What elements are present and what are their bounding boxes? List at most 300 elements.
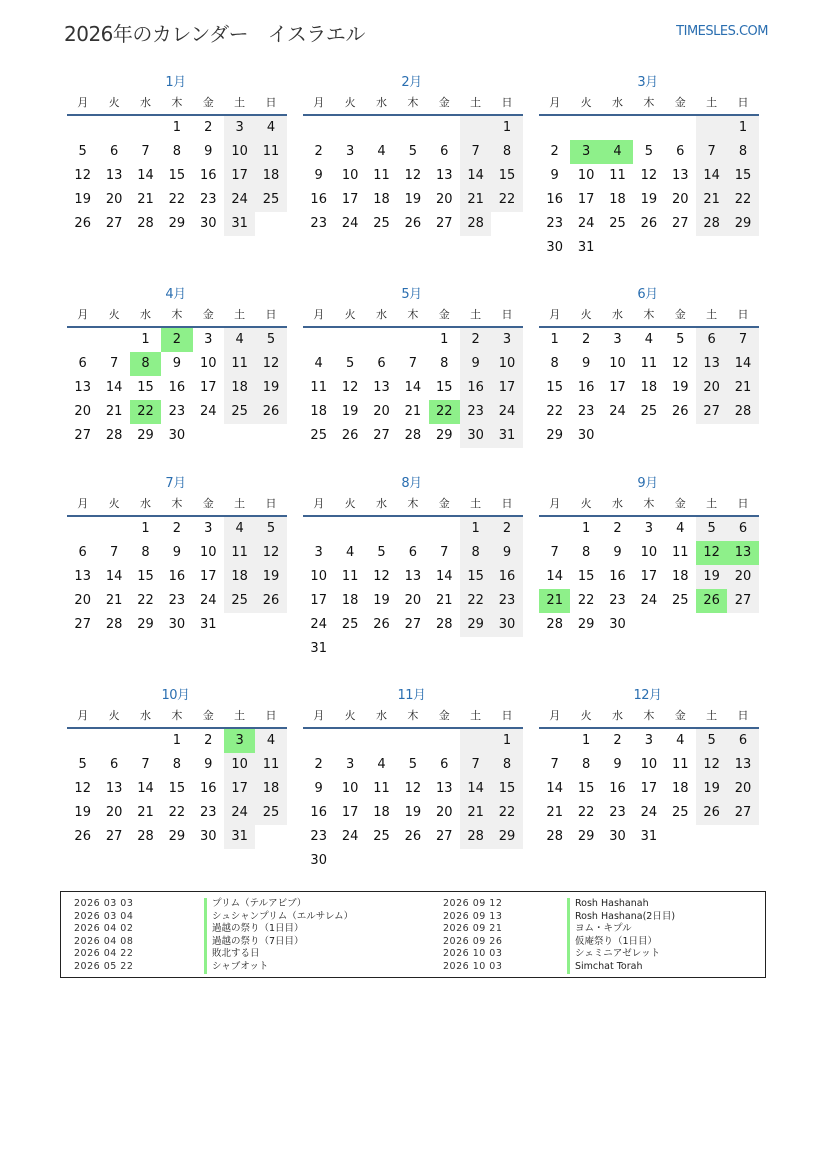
day-cell: 27: [435, 216, 453, 231]
day-cell: 28: [546, 617, 563, 632]
days-grid: [303, 729, 523, 873]
day-cell: 14: [137, 168, 154, 183]
day-cell: 14: [546, 569, 563, 584]
day-cell: 13: [727, 541, 758, 565]
day-cell: 13: [404, 569, 422, 584]
day-cell: 2: [204, 120, 213, 135]
empty-cell: [98, 328, 129, 352]
month-block: [64, 286, 287, 448]
day-cell: 10: [491, 352, 522, 376]
day-cell: 6: [440, 757, 449, 772]
day-cell: 25: [373, 216, 390, 231]
weekday-header: [303, 493, 523, 517]
empty-cell: [696, 424, 727, 448]
day-cell: 27: [696, 400, 727, 424]
day-cell: 20: [727, 777, 758, 801]
holiday-date: 2026 10 03: [443, 948, 503, 960]
weekday-label: 日: [737, 96, 749, 109]
day-cell: 21: [105, 404, 123, 419]
weekday-label: 木: [643, 709, 655, 722]
day-cell: 8: [581, 757, 591, 772]
weekday-label: 日: [501, 497, 513, 510]
day-cell: 26: [373, 617, 390, 632]
day-cell: 15: [137, 569, 154, 584]
day-cell: 14: [696, 164, 727, 188]
day-cell: 10: [199, 545, 217, 560]
day-cell: 28: [546, 829, 563, 844]
day-cell: 8: [727, 140, 758, 164]
empty-cell: [633, 116, 664, 140]
day-cell: 27: [105, 829, 123, 844]
empty-cell: [366, 116, 397, 140]
day-cell: 28: [435, 617, 453, 632]
empty-cell: [98, 116, 129, 140]
day-cell: 27: [727, 801, 758, 825]
day-cell: 5: [255, 517, 286, 541]
holiday-date: 2026 10 03: [443, 960, 503, 972]
month-block: [536, 475, 759, 637]
holiday-list: [60, 891, 766, 978]
day-cell: 30: [491, 613, 522, 637]
day-cell: 23: [310, 216, 327, 231]
empty-cell: [727, 424, 758, 448]
day-cell: 29: [168, 216, 186, 231]
weekday-label: 月: [313, 497, 325, 510]
holiday-name: Rosh Hashana(2日目): [567, 911, 675, 924]
day-cell: 20: [74, 404, 91, 419]
weekday-label: 金: [202, 308, 214, 321]
day-cell: 12: [373, 569, 390, 584]
holiday-date: 2026 09 13: [443, 910, 503, 922]
holiday-date: 2026 04 22: [74, 948, 134, 960]
day-cell: 2: [613, 521, 622, 536]
day-cell: 30: [577, 428, 595, 443]
day-cell: 14: [105, 380, 123, 395]
day-cell: 23: [460, 400, 491, 424]
day-cell: 3: [204, 332, 213, 347]
day-cell: 27: [74, 617, 91, 632]
weekday-label: 木: [407, 308, 419, 321]
day-cell: 20: [435, 805, 453, 820]
day-cell: 3: [224, 116, 255, 140]
day-cell: 31: [491, 424, 522, 448]
day-cell: 6: [440, 144, 449, 159]
day-cell: 14: [137, 781, 154, 796]
day-cell: 7: [141, 757, 150, 772]
empty-cell: [67, 517, 98, 541]
day-cell: 2: [161, 328, 192, 352]
weekday-header: [67, 304, 287, 328]
month-block: [300, 475, 523, 661]
day-cell: 31: [224, 825, 255, 849]
day-cell: 22: [491, 188, 522, 212]
day-cell: 28: [696, 212, 727, 236]
holiday-dates-right: [443, 898, 502, 974]
day-cell: 8: [491, 140, 522, 164]
month-block: [300, 74, 523, 236]
day-cell: 1: [491, 729, 522, 753]
empty-cell: [366, 729, 397, 753]
empty-cell: [334, 517, 365, 541]
month-block: [64, 687, 287, 849]
day-cell: 26: [255, 400, 286, 424]
empty-cell: [491, 212, 522, 236]
empty-cell: [665, 424, 696, 448]
empty-cell: [696, 613, 727, 637]
weekday-label: 月: [549, 96, 561, 109]
empty-cell: [602, 236, 633, 260]
weekday-header: [67, 493, 287, 517]
day-cell: 20: [671, 192, 689, 207]
day-cell: 13: [373, 380, 390, 395]
day-cell: 6: [109, 757, 119, 772]
day-cell: 2: [581, 332, 591, 347]
empty-cell: [491, 849, 522, 873]
day-cell: 10: [224, 753, 255, 777]
empty-cell: [665, 613, 696, 637]
day-cell: 24: [609, 404, 626, 419]
weekday-label: 月: [549, 709, 561, 722]
day-cell: 4: [377, 144, 386, 159]
weekday-label: 金: [674, 96, 686, 109]
days-grid: [67, 517, 287, 637]
empty-cell: [366, 328, 397, 352]
day-cell: 16: [168, 569, 186, 584]
day-cell: 15: [577, 781, 595, 796]
month-title: 12月: [633, 688, 662, 703]
day-cell: 27: [727, 589, 758, 613]
day-cell: 5: [676, 332, 685, 347]
day-cell: 25: [255, 188, 286, 212]
day-cell: 22: [168, 192, 186, 207]
day-cell: 16: [199, 168, 217, 183]
day-cell: 5: [408, 757, 417, 772]
month-block: [300, 286, 523, 448]
day-cell: 31: [310, 641, 327, 656]
day-cell: 8: [141, 545, 150, 560]
weekday-header: [539, 92, 759, 116]
day-cell: 12: [74, 781, 91, 796]
empty-cell: [460, 116, 491, 140]
weekday-label: 金: [674, 709, 686, 722]
day-cell: 12: [341, 380, 359, 395]
weekday-header: [303, 92, 523, 116]
day-cell: 5: [408, 144, 417, 159]
month-title: 11月: [397, 688, 426, 703]
day-cell: 9: [314, 168, 323, 183]
holiday-names-right: [567, 898, 675, 974]
day-cell: 25: [609, 216, 626, 231]
day-cell: 20: [435, 192, 453, 207]
empty-cell: [303, 328, 334, 352]
holiday-name: 仮庵祭り（1日目）: [567, 936, 675, 949]
day-cell: 29: [137, 617, 154, 632]
day-cell: 1: [491, 116, 522, 140]
day-cell: 11: [671, 545, 689, 560]
month-title: 9月: [637, 476, 658, 491]
day-cell: 4: [255, 116, 286, 140]
day-cell: 29: [137, 428, 154, 443]
day-cell: 14: [105, 569, 123, 584]
holiday-name: 敗北する日: [204, 948, 353, 961]
holiday-date: 2026 04 08: [74, 935, 134, 947]
month-block: [300, 687, 523, 873]
empty-cell: [602, 116, 633, 140]
day-cell: 23: [577, 404, 595, 419]
day-cell: 6: [78, 356, 87, 371]
weekday-label: 金: [202, 497, 214, 510]
day-cell: 19: [373, 593, 390, 608]
holiday-dates-left: [74, 898, 133, 974]
day-cell: 7: [408, 356, 417, 371]
weekday-label: 土: [234, 497, 246, 510]
weekday-label: 土: [470, 709, 482, 722]
day-cell: 12: [696, 541, 727, 565]
empty-cell: [665, 825, 696, 849]
day-cell: 5: [696, 517, 727, 541]
holiday-date: 2026 09 26: [443, 935, 503, 947]
weekday-header: [539, 493, 759, 517]
empty-cell: [665, 236, 696, 260]
empty-cell: [98, 517, 129, 541]
day-cell: 18: [224, 376, 255, 400]
weekday-label: 土: [234, 709, 246, 722]
day-cell: 17: [640, 569, 658, 584]
weekday-label: 水: [375, 709, 387, 722]
empty-cell: [255, 825, 286, 849]
empty-cell: [460, 637, 491, 661]
days-grid: [67, 729, 287, 849]
day-cell: 18: [373, 192, 390, 207]
day-cell: 19: [341, 404, 359, 419]
weekday-label: 水: [139, 308, 151, 321]
holiday-date: 2026 03 04: [74, 910, 134, 922]
weekday-label: 日: [265, 308, 277, 321]
day-cell: 3: [644, 733, 653, 748]
day-cell: 9: [204, 144, 213, 159]
day-cell: 21: [546, 805, 563, 820]
weekday-label: 水: [139, 497, 151, 510]
day-cell: 12: [696, 753, 727, 777]
day-cell: 22: [130, 400, 161, 424]
day-cell: 21: [460, 801, 491, 825]
day-cell: 11: [255, 140, 286, 164]
weekday-label: 日: [501, 308, 513, 321]
days-grid: [539, 729, 759, 849]
day-cell: 27: [404, 617, 422, 632]
weekday-label: 金: [438, 96, 450, 109]
day-cell: 22: [460, 589, 491, 613]
day-cell: 12: [255, 541, 286, 565]
day-cell: 8: [460, 541, 491, 565]
day-cell: 4: [224, 328, 255, 352]
day-cell: 18: [609, 192, 626, 207]
empty-cell: [539, 116, 570, 140]
days-grid: [539, 517, 759, 637]
empty-cell: [98, 729, 129, 753]
day-cell: 30: [168, 428, 186, 443]
day-cell: 17: [491, 376, 522, 400]
day-cell: 10: [341, 168, 359, 183]
weekday-label: 月: [549, 497, 561, 510]
day-cell: 21: [727, 376, 758, 400]
empty-cell: [727, 825, 758, 849]
day-cell: 8: [130, 352, 161, 376]
day-cell: 9: [491, 541, 522, 565]
day-cell: 10: [577, 168, 595, 183]
day-cell: 1: [550, 332, 559, 347]
day-cell: 4: [377, 757, 386, 772]
weekday-label: 水: [611, 497, 623, 510]
day-cell: 21: [137, 805, 154, 820]
day-cell: 31: [577, 240, 595, 255]
weekday-label: 金: [674, 308, 686, 321]
day-cell: 18: [310, 404, 327, 419]
day-cell: 30: [609, 617, 626, 632]
weekday-label: 水: [611, 308, 623, 321]
day-cell: 19: [696, 777, 727, 801]
day-cell: 11: [609, 168, 626, 183]
day-cell: 15: [546, 380, 563, 395]
day-cell: 14: [727, 352, 758, 376]
day-cell: 8: [581, 545, 591, 560]
empty-cell: [334, 116, 365, 140]
empty-cell: [696, 116, 727, 140]
empty-cell: [429, 116, 460, 140]
day-cell: 29: [491, 825, 522, 849]
day-cell: 3: [613, 332, 622, 347]
weekday-label: 日: [265, 497, 277, 510]
empty-cell: [633, 613, 664, 637]
weekday-label: 土: [470, 96, 482, 109]
day-cell: 20: [373, 404, 390, 419]
holiday-name: プリム（テルアビブ）: [204, 898, 353, 911]
holiday-name: 過越の祭り（1日目）: [204, 923, 353, 936]
empty-cell: [130, 729, 161, 753]
day-cell: 5: [696, 729, 727, 753]
weekday-label: 土: [706, 709, 718, 722]
weekday-label: 日: [265, 96, 277, 109]
day-cell: 10: [609, 356, 626, 371]
day-cell: 20: [696, 376, 727, 400]
day-cell: 1: [581, 733, 591, 748]
weekday-label: 火: [108, 497, 120, 510]
day-cell: 2: [314, 144, 323, 159]
month-title: 2月: [401, 75, 422, 90]
day-cell: 23: [609, 593, 626, 608]
empty-cell: [397, 328, 428, 352]
empty-cell: [366, 849, 397, 873]
day-cell: 22: [546, 404, 563, 419]
day-cell: 2: [460, 328, 491, 352]
weekday-label: 月: [313, 308, 325, 321]
day-cell: 16: [460, 376, 491, 400]
day-cell: 15: [727, 164, 758, 188]
day-cell: 15: [491, 164, 522, 188]
day-cell: 24: [199, 404, 217, 419]
holiday-date: 2026 09 21: [443, 923, 503, 935]
day-cell: 12: [640, 168, 658, 183]
day-cell: 11: [373, 168, 390, 183]
day-cell: 4: [314, 356, 323, 371]
weekday-label: 火: [580, 308, 592, 321]
day-cell: 1: [581, 521, 591, 536]
weekday-label: 火: [580, 497, 592, 510]
day-cell: 27: [671, 216, 689, 231]
day-cell: 8: [550, 356, 559, 371]
holiday-date: 2026 04 02: [74, 923, 134, 935]
day-cell: 27: [373, 428, 390, 443]
weekday-label: 月: [77, 96, 89, 109]
day-cell: 18: [671, 781, 689, 796]
weekday-label: 月: [77, 308, 89, 321]
weekday-label: 月: [77, 497, 89, 510]
day-cell: 23: [609, 805, 626, 820]
day-cell: 11: [640, 356, 658, 371]
weekday-label: 火: [344, 96, 356, 109]
day-cell: 10: [224, 140, 255, 164]
day-cell: 14: [460, 164, 491, 188]
weekday-label: 火: [580, 96, 592, 109]
day-cell: 9: [550, 168, 559, 183]
day-cell: 19: [255, 565, 286, 589]
weekday-label: 木: [407, 709, 419, 722]
day-cell: 1: [172, 120, 181, 135]
day-cell: 6: [676, 144, 685, 159]
day-cell: 17: [341, 805, 359, 820]
weekday-label: 木: [407, 497, 419, 510]
day-cell: 20: [74, 593, 91, 608]
empty-cell: [303, 517, 334, 541]
day-cell: 2: [204, 733, 213, 748]
holiday-name: シュシャンプリム（エルサレム）: [204, 911, 353, 924]
days-grid: [303, 517, 523, 661]
weekday-label: 日: [501, 709, 513, 722]
day-cell: 24: [491, 400, 522, 424]
weekday-label: 水: [375, 308, 387, 321]
day-cell: 26: [404, 829, 422, 844]
weekday-label: 土: [234, 96, 246, 109]
day-cell: 13: [727, 753, 758, 777]
day-cell: 26: [696, 589, 727, 613]
day-cell: 26: [341, 428, 359, 443]
day-cell: 18: [373, 805, 390, 820]
day-cell: 9: [613, 545, 622, 560]
day-cell: 29: [168, 829, 186, 844]
day-cell: 11: [310, 380, 327, 395]
empty-cell: [67, 116, 98, 140]
day-cell: 13: [105, 168, 123, 183]
weekday-label: 金: [438, 497, 450, 510]
day-cell: 26: [74, 829, 91, 844]
day-cell: 16: [199, 781, 217, 796]
day-cell: 28: [137, 216, 154, 231]
day-cell: 12: [74, 168, 91, 183]
day-cell: 1: [440, 332, 449, 347]
day-cell: 30: [310, 853, 327, 868]
weekday-label: 土: [470, 497, 482, 510]
day-cell: 11: [373, 781, 390, 796]
empty-cell: [491, 637, 522, 661]
day-cell: 27: [435, 829, 453, 844]
empty-cell: [570, 116, 601, 140]
site-name: TIMESLES.COM: [676, 24, 768, 39]
day-cell: 16: [310, 805, 327, 820]
empty-cell: [397, 637, 428, 661]
day-cell: 25: [671, 805, 689, 820]
day-cell: 9: [314, 781, 323, 796]
day-cell: 6: [78, 545, 87, 560]
